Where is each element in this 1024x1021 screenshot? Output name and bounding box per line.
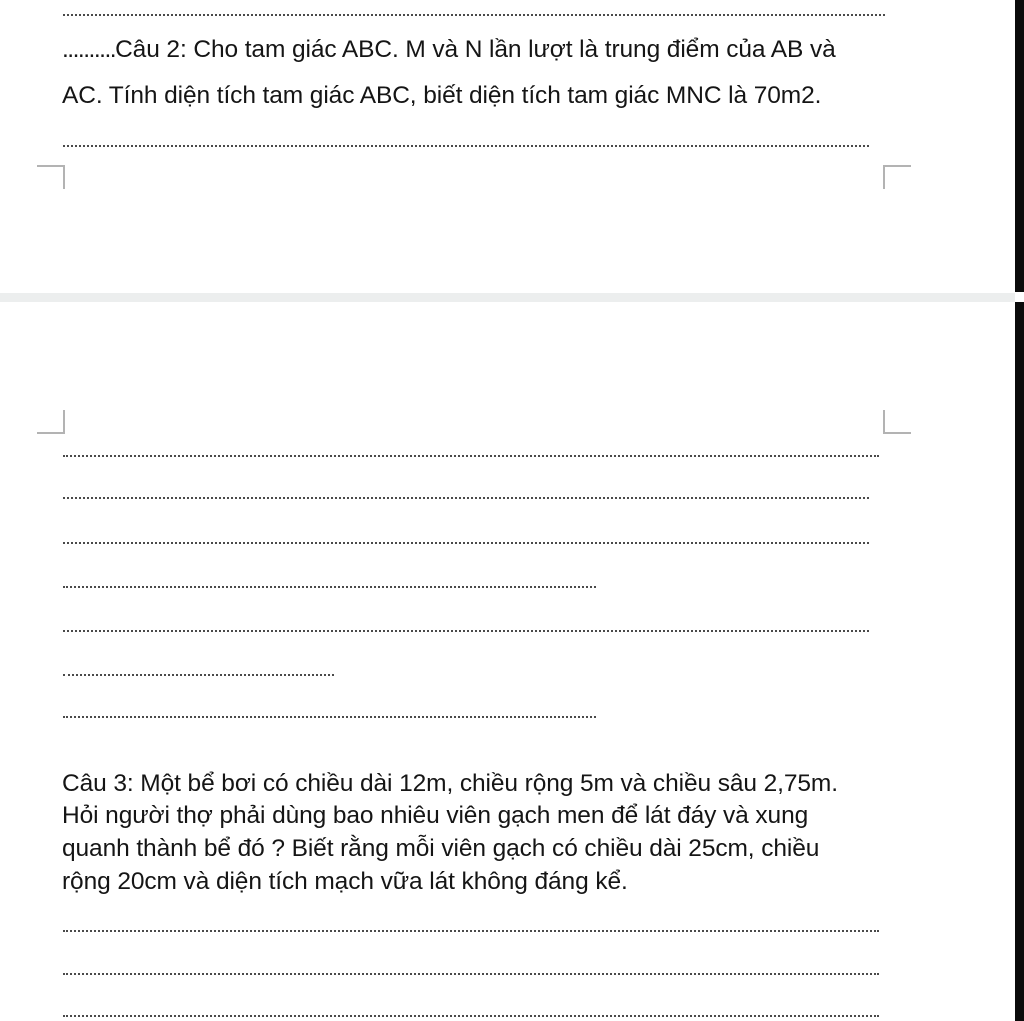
question-2-text: Câu 2: Cho tam giác ABC. M và N lần lượt là trung điểm của AB và	[115, 36, 836, 63]
right-edge-top	[1015, 0, 1024, 292]
answer-line	[63, 542, 869, 544]
question-3-line-4: rộng 20cm và diện tích mạch vữa lát không đáng kể.	[62, 868, 628, 895]
question-3-line-2: Hỏi người thợ phải dùng bao nhiêu viên gạch men để lát đáy và xung	[62, 802, 809, 829]
answer-line	[63, 674, 334, 676]
margin-corner-top-right	[883, 165, 911, 189]
margin-corner-bottom-right	[883, 410, 911, 434]
answer-line	[63, 930, 879, 932]
answer-line	[63, 630, 869, 632]
page-break	[0, 293, 1015, 302]
question-2-line-2: AC. Tính diện tích tam giác ABC, biết diện tích tam giác MNC là 70m2.	[62, 82, 822, 109]
margin-corner-top-left	[37, 165, 65, 189]
answer-line	[63, 716, 596, 718]
question-3-line-3: quanh thành bể đó ? Biết rằng mỗi viên gạch có chiều dài 25cm, chiều	[62, 835, 820, 862]
answer-line	[63, 497, 869, 499]
answer-line	[63, 455, 879, 457]
question-2-prefix: ..........	[62, 36, 116, 63]
question-3-line-1: Câu 3: Một bể bơi có chiều dài 12m, chiều rộng 5m và chiều sâu 2,75m.	[62, 770, 838, 797]
right-edge-bottom	[1015, 302, 1024, 1021]
answer-line	[63, 973, 879, 975]
answer-line	[63, 145, 869, 147]
answer-line	[63, 1015, 879, 1017]
answer-line	[63, 586, 596, 588]
margin-corner-bottom-left	[37, 410, 65, 434]
answer-line	[63, 14, 885, 16]
question-2-line-1	[62, 33, 836, 66]
